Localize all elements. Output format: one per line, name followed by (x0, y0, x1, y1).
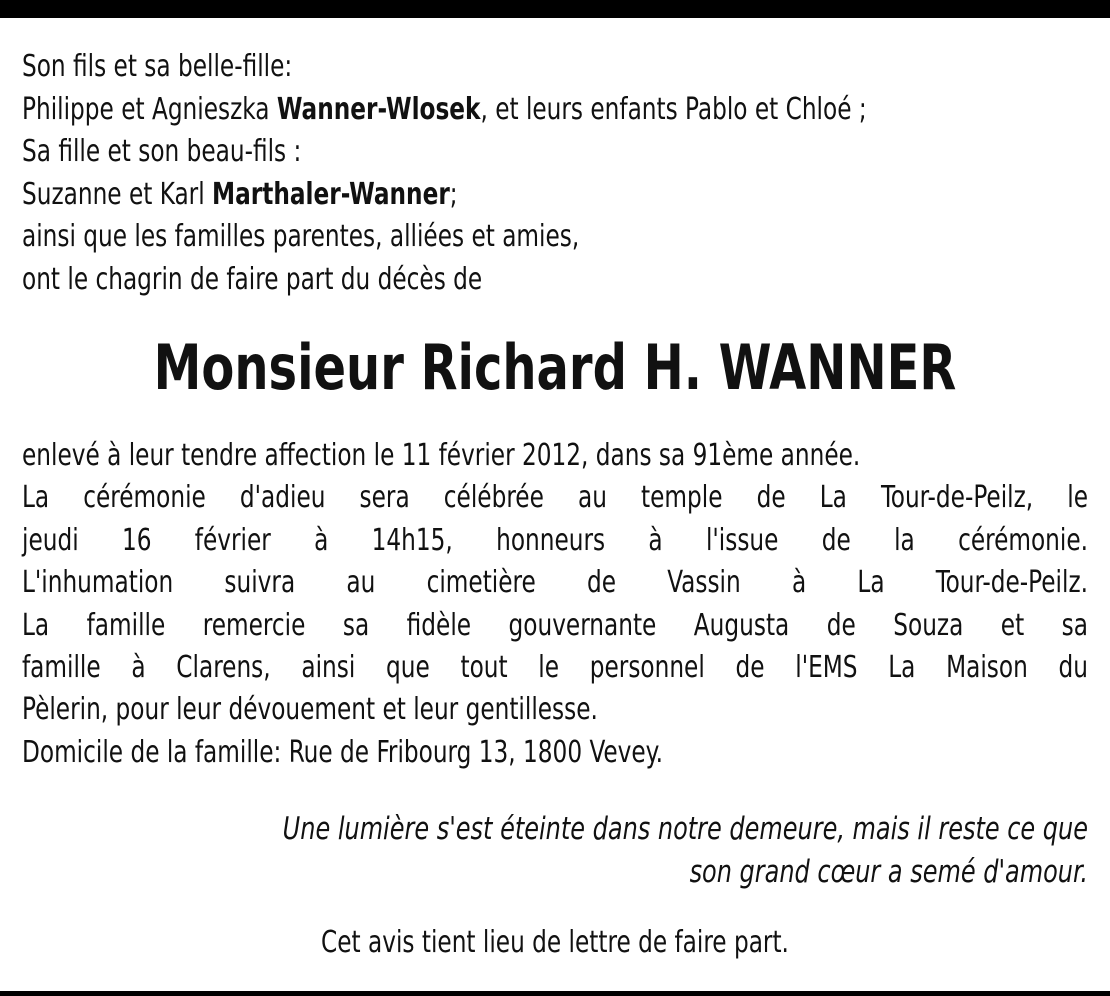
children-text: , et leurs enfants Pablo et Chloé ; (480, 91, 867, 127)
body-line: L'inhumation suivra au cimetière de Vassin à La Tour-de-Peilz. (22, 565, 1088, 601)
quote-line: Une lumière s'est éteinte dans notre demeure, mais il reste ce que (282, 811, 1088, 848)
obituary-notice (22, 46, 1088, 964)
family-line (22, 89, 939, 132)
family-surname: Marthaler-Wanner (212, 176, 450, 212)
family-line: ainsi que les familles parentes, alliées et amies, (22, 219, 580, 254)
deceased-name: Monsieur Richard H. WANNER (153, 331, 957, 404)
family-surname: Wanner-Wlosek (276, 91, 481, 127)
names-text: Suzanne et Karl (22, 176, 213, 212)
body-line: Pèlerin, pour leur dévouement et leur gentillesse. (22, 692, 598, 728)
family-line (22, 174, 939, 217)
memorial-quote (171, 808, 1088, 894)
family-announcement (22, 46, 1088, 301)
family-line: Son fils et sa belle-fille: (22, 49, 293, 84)
quote-line: son grand cœur a semé d'amour. (689, 854, 1088, 891)
body-line: famille à Clarens, ainsi que tout le personnel de l'EMS La Maison du (22, 650, 1088, 686)
body-line: La cérémonie d'adieu sera célébrée au temple de La Tour-de-Peilz, le (22, 480, 1088, 516)
top-border-rule (0, 0, 1110, 18)
family-line: ont le chagrin de faire part du décès de (22, 261, 483, 297)
body-line: jeudi 16 février à 14h15, honneurs à l'issue de la cérémonie. (22, 522, 1088, 558)
punctuation-text: ; (449, 176, 458, 212)
body-line: La famille remercie sa fidèle gouvernante Augusta de Souza et sa (22, 607, 1088, 643)
notice-body (22, 435, 1088, 774)
family-line: Sa fille et son beau-fils : (22, 134, 302, 169)
bottom-border-rule (0, 991, 1110, 996)
body-line: enlevé à leur tendre affection le 11 février 2012, dans sa 91ème année. (22, 438, 861, 473)
names-text: Philippe et Agnieszka (22, 91, 277, 127)
body-line: Domicile de la famille: Rue de Fribourg 13, 1800 Vevey. (22, 734, 664, 770)
closing-statement: Cet avis tient lieu de lettre de faire part. (321, 925, 789, 961)
